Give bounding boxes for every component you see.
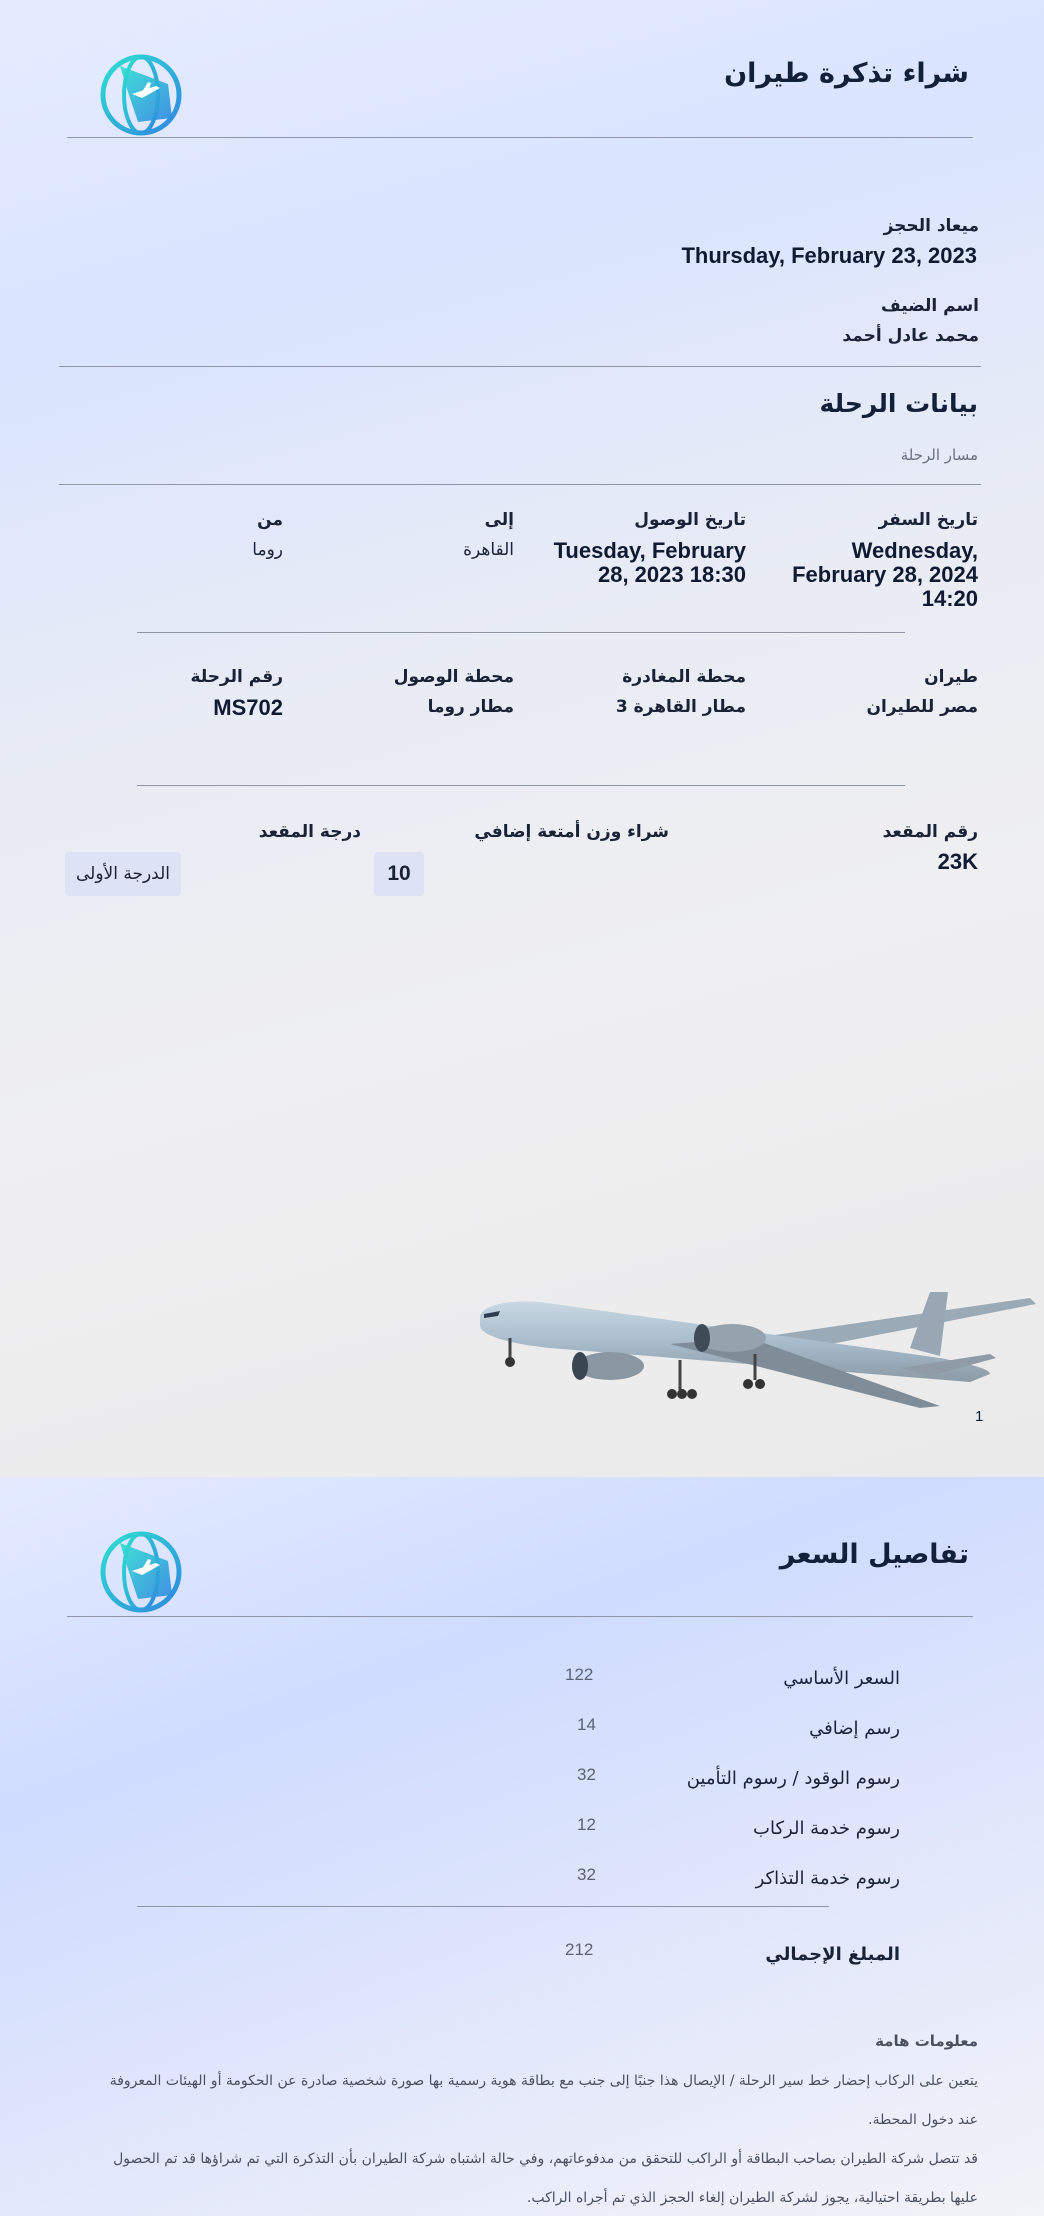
seat-class-label: درجة المقعد xyxy=(258,822,361,842)
fees-divider xyxy=(137,1906,829,1907)
price-details-title: تفاصيل السعر xyxy=(779,1539,969,1570)
booking-date-label: ميعاد الحجز xyxy=(883,216,979,236)
seat-number-value: 23K xyxy=(937,849,978,874)
extra-baggage-value[interactable]: 10 xyxy=(374,852,424,896)
ticket-page-2 xyxy=(0,1477,1044,2216)
travel-date-value: Wednesday, February 28, 2024 14:20 xyxy=(792,538,978,611)
fee-label: رسوم خدمة الركاب xyxy=(753,1818,900,1839)
fee-label: رسم إضافي xyxy=(809,1718,900,1739)
to-label: إلى xyxy=(484,510,514,530)
important-info-title: معلومات هامة xyxy=(875,2032,978,2050)
important-info-line: قد تتصل شركة الطيران بصاحب البطاقة أو الراكب للتحقق من مدفوعاتهم، وفي حالة اشتباه شركة الطيران بأن التذكرة التي تم شراؤها قد تم الحصول xyxy=(113,2151,978,2167)
flight-route-subtitle: مسار الرحلة xyxy=(900,446,978,464)
fee-value: 32 xyxy=(577,1765,596,1784)
flight-number-label: رقم الرحلة xyxy=(190,667,283,687)
header-divider xyxy=(67,137,973,138)
arrival-terminal-value: مطار روما xyxy=(427,697,514,717)
fee-value: 32 xyxy=(577,1865,596,1884)
globe-plane-logo-icon xyxy=(98,52,184,138)
fee-value: 14 xyxy=(577,1715,596,1734)
airline-value: مصر للطيران xyxy=(866,697,978,717)
seat-number-label: رقم المقعد xyxy=(882,822,978,842)
route-divider xyxy=(59,484,981,485)
arrival-date-value: Tuesday, February 28, 2023 18:30 xyxy=(553,538,746,587)
arrival-date-label: تاريخ الوصول xyxy=(634,510,746,530)
booking-date-value: Thursday, February 23, 2023 xyxy=(681,243,977,268)
extra-baggage-label: شراء وزن أمتعة إضافي xyxy=(474,822,669,842)
arrival-terminal-label: محطة الوصول xyxy=(393,667,514,687)
page-number: 1 xyxy=(975,1408,984,1425)
seat-class-value[interactable]: الدرجة الأولى xyxy=(65,852,181,896)
flight-section-title: بيانات الرحلة xyxy=(819,389,978,418)
from-value: روما xyxy=(252,540,283,560)
fee-value: 12 xyxy=(577,1815,596,1834)
route-bottom-divider xyxy=(137,632,905,633)
page-title: شراء تذكرة طيران xyxy=(724,58,969,89)
section-divider xyxy=(59,366,981,367)
airline-bottom-divider xyxy=(137,785,905,786)
departure-terminal-value: مطار القاهرة 3 xyxy=(615,697,746,717)
total-label: المبلغ الإجمالي xyxy=(765,1944,900,1965)
departure-terminal-label: محطة المغادرة xyxy=(622,667,746,687)
airplane-icon xyxy=(470,1278,1040,1418)
guest-name-value: محمد عادل أحمد xyxy=(842,326,979,346)
to-value: القاهرة xyxy=(463,540,514,560)
fee-label: رسوم الوقود / رسوم التأمين xyxy=(686,1768,900,1789)
important-info-line: عند دخول المحطة. xyxy=(868,2112,978,2128)
fee-label: السعر الأساسي xyxy=(783,1668,900,1689)
flight-number-value: MS702 xyxy=(213,695,283,720)
globe-plane-logo-icon xyxy=(98,1529,184,1615)
guest-name-label: اسم الضيف xyxy=(881,296,979,316)
important-info-line: عليها بطريقة احتيالية، يجوز لشركة الطيران إلغاء الحجز الذي تم أجراه الراكب. xyxy=(526,2190,978,2206)
header-divider xyxy=(67,1616,973,1617)
travel-date-label: تاريخ السفر xyxy=(878,510,978,530)
fee-value: 122 xyxy=(565,1665,594,1684)
important-info-line: يتعين على الركاب إحضار خط سير الرحلة / الإيصال هذا جنبًا إلى جنب مع بطاقة هوية رسمية بها صورة شخصية صادرة عن الحكومة أو الهيئات المعروفة xyxy=(109,2073,978,2089)
from-label: من xyxy=(257,510,283,530)
total-value: 212 xyxy=(565,1940,594,1959)
airline-label: طيران xyxy=(924,667,978,687)
fee-label: رسوم خدمة التذاكر xyxy=(755,1868,900,1889)
